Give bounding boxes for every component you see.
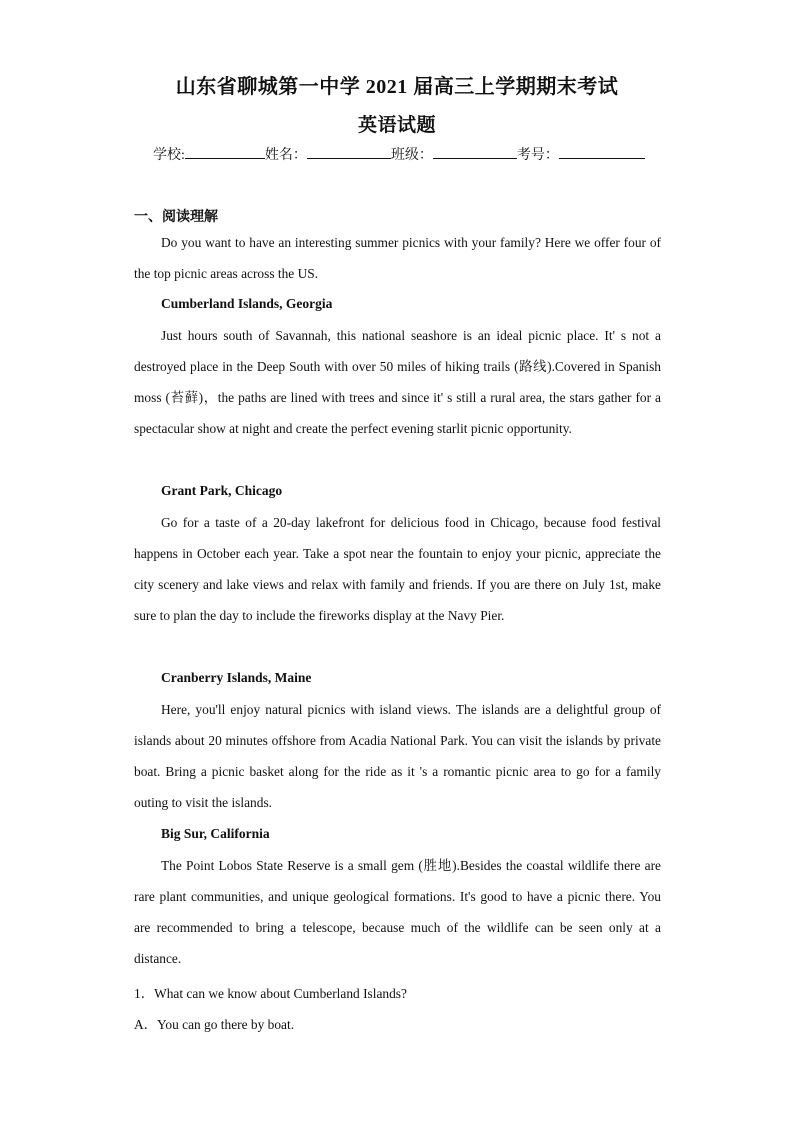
number-field xyxy=(517,144,645,164)
intro-paragraph: Do you want to have an interesting summer picnics with your family? Here we offer four of the top picnic areas across the US. xyxy=(134,235,661,281)
place-heading-cumberland: Cumberland Islands, Georgia xyxy=(161,296,333,311)
name-field xyxy=(265,144,391,164)
school-label: 学校: xyxy=(153,148,185,163)
school-blank xyxy=(185,144,265,159)
place-text-cranberry: Here, you'll enjoy natural picnics with island views. The islands are a delightful group of islands about 20 minutes offshore from Acadia National Park. You can visit the islands by private boat. Bring a picnic basket along for the ride as it 's a romantic picnic area to go for a family outing to visit the islands. xyxy=(134,702,661,810)
number-label: 考号： xyxy=(516,148,559,163)
exam-subtitle: 英语试题 xyxy=(357,115,436,136)
question-stem: 1．What can we know about Cumberland Islands? xyxy=(134,986,407,1001)
section-title: 一、阅读理解 xyxy=(134,210,218,225)
exam-title: 山东省聊城第一中学 2021 届高三上学期期末考试 xyxy=(175,76,619,98)
place-text-big-sur: The Point Lobos State Reserve is a small gem (胜地).Besides the coastal wildlife there are rare plant communities, and unique geological formations. It's good to have a picnic there. You are recommended to bring a telescope, because much of the wildlife can be seen only at a distance. xyxy=(134,858,661,966)
name-blank xyxy=(307,144,391,159)
place-heading-cranberry: Cranberry Islands, Maine xyxy=(161,670,312,685)
number-blank xyxy=(559,144,645,159)
name-label: 姓名： xyxy=(264,148,307,163)
class-blank xyxy=(433,144,517,159)
place-heading-grant-park: Grant Park, Chicago xyxy=(161,483,283,498)
place-heading-big-sur: Big Sur, California xyxy=(161,826,270,841)
school-field xyxy=(153,144,265,164)
class-label: 班级： xyxy=(390,148,433,163)
option-a: A．You can go there by boat. xyxy=(134,1017,295,1032)
class-field xyxy=(391,144,517,164)
place-text-cumberland: Just hours south of Savannah, this national seashore is an ideal picnic place. It' s not a destroyed place in the Deep South with over 50 miles of hiking trails (路线).Covered in Spanish moss (苔藓)，the paths are lined with trees and since it' s still a rural area, the stars gather for a spectacular show at night and create the perfect evening starlit picnic opportunity. xyxy=(134,328,661,436)
place-text-grant-park: Go for a taste of a 20-day lakefront for delicious food in Chicago, because food festival happens in October each year. Take a spot near the fountain to enjoy your picnic, appreciate the city scenery and lake views and relax with family and friends. If you are there on July 1st, make sure to plan the day to include the fireworks display at the Navy Pier. xyxy=(134,515,661,623)
student-info-line xyxy=(153,144,645,164)
